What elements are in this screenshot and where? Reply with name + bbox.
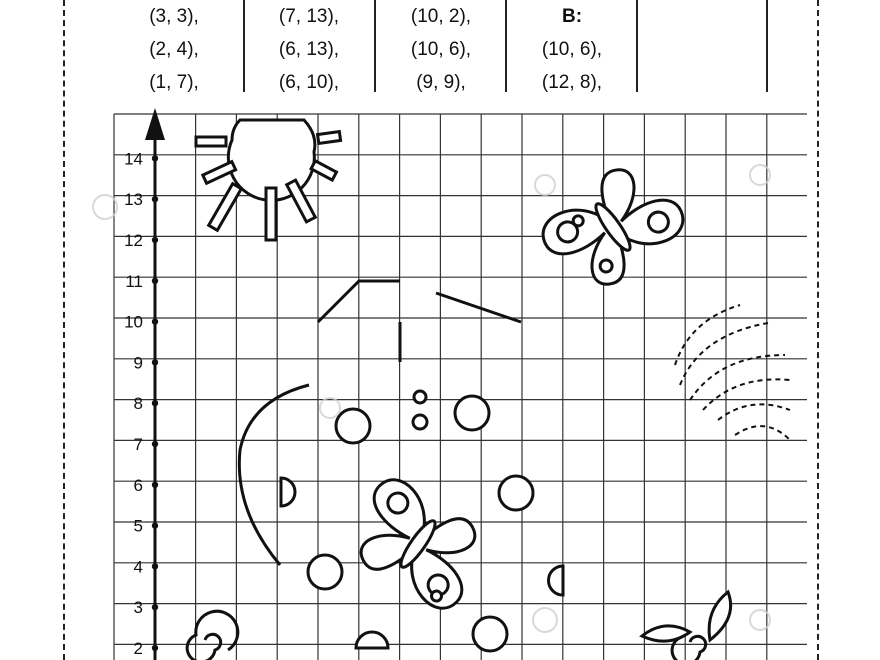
coordinate-pair: (2, 4),	[149, 39, 199, 60]
coordinate-pair: (6, 13),	[278, 39, 340, 60]
butterfly-icon	[533, 151, 694, 303]
y-tick-label: 3	[133, 598, 143, 618]
y-tick-label: 6	[133, 475, 143, 495]
coordinate-pair: (1, 7),	[149, 72, 199, 93]
y-tick-mark	[152, 604, 158, 610]
y-axis-ticks	[124, 149, 158, 658]
y-tick-label: 5	[133, 516, 143, 536]
y-tick-label: 11	[125, 271, 143, 291]
y-axis-arrow-icon	[145, 108, 165, 140]
y-tick-mark	[152, 645, 158, 651]
y-tick-mark	[152, 441, 158, 447]
spiral-icon	[187, 611, 238, 660]
y-tick-mark	[152, 237, 158, 243]
coordinate-pair: (12, 8),	[541, 72, 603, 93]
y-tick-mark	[152, 155, 158, 161]
coordinate-pair: (7, 13),	[278, 6, 340, 27]
coordinate-pair: (10, 6),	[541, 39, 603, 60]
y-tick-mark	[152, 359, 158, 365]
y-axis	[124, 108, 165, 660]
coordinate-pair: (10, 2),	[410, 6, 472, 27]
grid	[114, 114, 807, 660]
y-tick-label: 13	[124, 190, 143, 210]
y-tick-label: 10	[124, 312, 143, 332]
y-tick-mark	[152, 318, 158, 324]
section-label: B:	[561, 6, 583, 27]
y-tick-mark	[152, 278, 158, 284]
coordinate-pair: (10, 6),	[410, 39, 472, 60]
butterfly-icon	[338, 468, 499, 620]
y-tick-label: 14	[124, 149, 143, 169]
y-tick-mark	[152, 400, 158, 406]
wind-lines	[675, 305, 790, 440]
coordinate-pair: (3, 3),	[149, 6, 199, 27]
coordinate-pair: (9, 9),	[416, 72, 466, 93]
y-tick-mark	[152, 196, 158, 202]
y-tick-mark	[152, 522, 158, 528]
leaf-icon	[642, 592, 731, 660]
y-tick-label: 4	[133, 557, 143, 577]
y-tick-label: 8	[133, 394, 143, 414]
y-tick-label: 12	[124, 231, 143, 250]
y-tick-mark	[152, 482, 158, 488]
coordinate-pair: (6, 10),	[278, 72, 340, 93]
y-tick-label: 2	[133, 639, 143, 658]
sun-icon	[196, 120, 341, 240]
y-tick-label: 7	[133, 435, 143, 454]
y-tick-mark	[152, 563, 158, 569]
y-tick-label: 9	[133, 353, 143, 373]
